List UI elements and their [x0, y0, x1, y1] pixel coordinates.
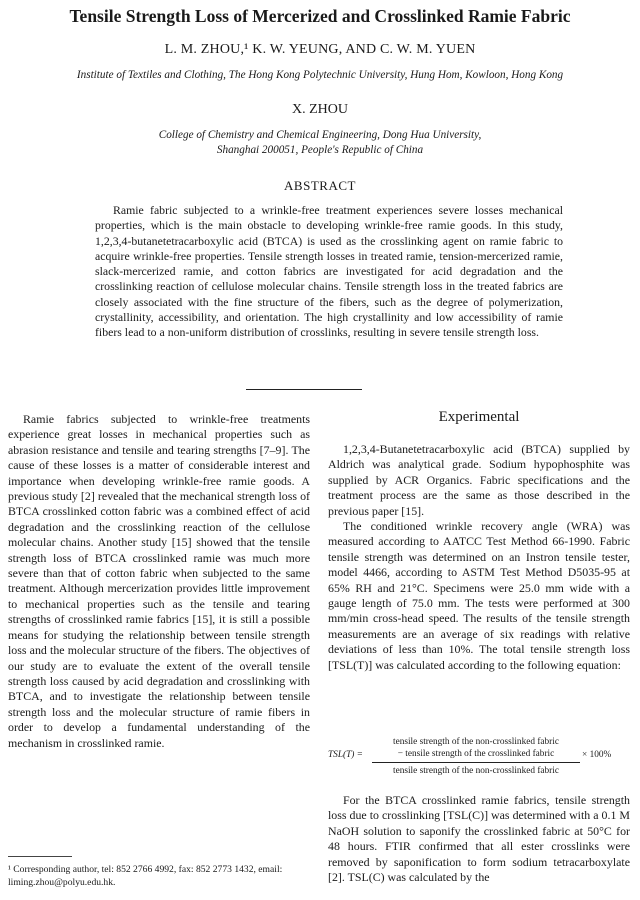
paper-title: Tensile Strength Loss of Mercerized and Crosslinked Ramie Fabric [69, 6, 571, 26]
equation-rhs: × 100% [582, 750, 612, 760]
affiliation-1: Institute of Textiles and Clothing, The Hong Kong Polytechnic University, Hung Hom, Kowloon, Hong Kong [76, 69, 564, 81]
footnote-rule [8, 856, 72, 857]
equation-numerator-2: − tensile strength of the crosslinked fabric [397, 749, 555, 759]
experimental-paragraph-1: 1,2,3,4-Butanetetracarboxylic acid (BTCA) supplied by Aldrich was analytical grade. Sodium hypophosphite was supplied by ACR Organics. Fabric specifications and the treatment process are the same as those described in the previous paper [15]. [328, 442, 630, 518]
equation-fraction [372, 736, 580, 777]
author-list: L. M. ZHOU,¹ K. W. YEUNG, AND C. W. M. YUEN [164, 42, 476, 57]
abstract-text: Ramie fabric subjected to a wrinkle-free treatment experiences severe losses mechanical properties, which is the main obstacle to developing wrinkle-free ramie goods. In this study, 1,2,3,4-butanetetracarboxylic acid (BTCA) is used as the crosslinking agent on ramie fabric to acquire wrinkle-free properties. Tensile strength losses in treated ramie, tension-mercerized ramie, slack-mercerized ramie, and cotton fabrics are investigated for acid degradation and the crosslinking reaction of cellulose molecular chains. Tensile strength loss in the treated fabrics are closely associated with the fine structure of the fibers, such as the degree of polymerization, crystallinity, accessibility, and orientation. The high crystallinity and low accessibility of ramie fibers lead to a non-uniform distribution of crosslinks, resulting in severe tensile strength loss. [95, 203, 563, 340]
footnote: ¹ Corresponding author, tel: 852 2766 4992, fax: 852 2773 1432, email: liming.zhou@polyu.edu.hk. [8, 864, 283, 888]
affiliation-2-line-1: College of Chemistry and Chemical Engineering, Dong Hua University, [158, 129, 482, 141]
equation-numerator-1: tensile strength of the non-crosslinked fabric [392, 737, 559, 747]
abstract-heading: ABSTRACT [284, 178, 356, 193]
author-second: X. ZHOU [292, 102, 348, 117]
tsl-equation [328, 736, 630, 784]
experimental-column [328, 442, 630, 673]
abstract-block [95, 203, 563, 341]
affiliation-2 [0, 128, 640, 158]
equation-lhs: TSL(T) = [328, 750, 363, 760]
affiliation-2-line-2: Shanghai 200051, People's Republic of China [216, 144, 424, 156]
experimental-paragraph-2: The conditioned wrinkle recovery angle (WRA) was measured according to AATCC Test Method 66-1990. Fabric tensile strength was determined on an Instron tensile tester, model 4466, according to ASTM Test Method D5035-95 at 65% RH and 21°C. Specimens were 25.0 mm wide with a gauge length of 75.0 mm. The tests were performed at 300 mm/min cross-head speed. The results of the tensile strength measurements are an average of six readings with relative deviations of less than 10%. The total tensile strength loss [TSL(T)] was calculated according to the following equation: [328, 519, 630, 672]
experimental-paragraph-3: For the BTCA crosslinked ramie fabrics, tensile strength loss due to crosslinking [TSL(C)] was determined with a 0.1 M NaOH solution to saponify the crosslinked fabric at 50°C for 48 hours. FTIR confirmed that all ester crosslinks were removed by saponification to form sodium tetracarboxylate [2]. TSL(C) was calculated by the [328, 793, 630, 885]
intro-column [8, 412, 310, 751]
section-divider [246, 389, 362, 390]
experimental-heading: Experimental [438, 409, 520, 425]
fraction-bar [372, 762, 580, 763]
experimental-column-continued [328, 793, 630, 885]
equation-denominator: tensile strength of the non-crosslinked fabric [392, 766, 559, 776]
intro-paragraph: Ramie fabrics subjected to wrinkle-free treatments experience great losses in mechanical properties such as abrasion resistance and tensile and tearing strengths [7–9]. The cause of these losses is a matter of considerable interest and importance when developing wrinkle-free ramie goods. A previous study [2] revealed that the mechanical strength loss of BTCA crosslinked cotton fabric was a combined effect of acid degradation and the crosslinking reaction of the cellulose molecular chains. Another study [15] showed that the tensile strength loss of BTCA crosslinked ramie was much more severe than that of cotton fabric when subjected to the same treatment. Although mercerization provides little improvement to mechanical properties such as the tensile and tearing strengths of crosslinked ramie fabrics [15], it is still a possible means for studying the relationship between tensile strength loss and the molecular structure of the fibers. The objectives of our study are to evaluate the extent of the overall tensile strength loss caused by acid degradation and crosslinking with BTCA, and to investigate the relationship between tensile strength loss and the molecular structure of ramie fibers in order to develop a fundamental understanding of the mechanism in crosslinked ramie. [8, 412, 310, 750]
